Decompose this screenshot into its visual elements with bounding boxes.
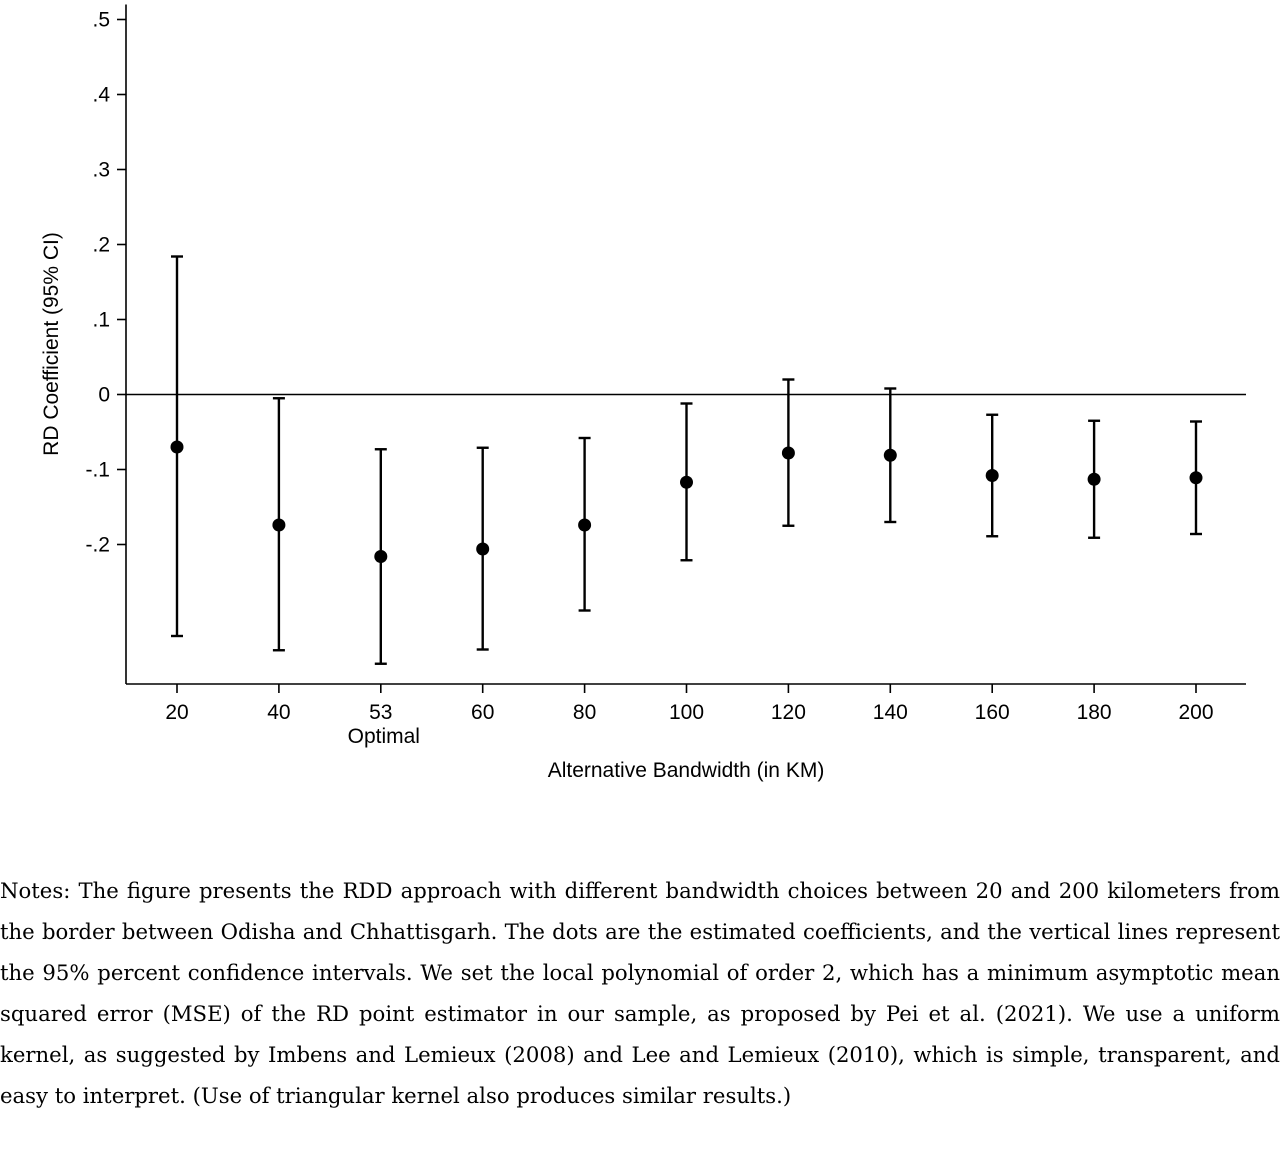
point-estimate [171, 441, 184, 454]
axes [85, 5, 1246, 749]
point-estimate [884, 449, 897, 462]
y-tick-label: 0 [98, 383, 110, 407]
x-tick-label: 100 [668, 701, 705, 724]
x-tick-label: 120 [770, 701, 806, 724]
x-tick-label: 53 [369, 701, 393, 724]
plot-marks [171, 257, 1203, 664]
ci-mark [782, 380, 795, 526]
y-tick-label: .3 [92, 158, 110, 182]
ci-mark [1190, 422, 1203, 535]
ci-mark [680, 404, 693, 561]
ci-mark [986, 415, 999, 537]
x-tick-label: 40 [267, 701, 291, 724]
y-tick-label: -.2 [85, 533, 110, 557]
x-tick-label: 160 [974, 701, 1010, 724]
y-tick-label: .1 [92, 308, 110, 332]
point-estimate [374, 550, 387, 563]
ci-mark [171, 257, 184, 637]
ci-mark [578, 438, 591, 611]
x-tick-label: 80 [572, 701, 597, 724]
y-tick-label: .2 [92, 233, 110, 257]
ci-mark [1088, 421, 1101, 538]
x-axis-title: Alternative Bandwidth (in KM) [547, 759, 825, 782]
point-estimate [680, 476, 693, 489]
y-axis-title: RD Coefficient (95% CI) [40, 232, 63, 456]
ci-mark [374, 449, 387, 664]
y-tick-label: .5 [92, 8, 110, 32]
point-estimate [1190, 471, 1203, 484]
point-estimate [476, 543, 489, 556]
ci-mark [272, 398, 285, 650]
point-estimate [578, 519, 591, 532]
point-estimate [272, 519, 285, 532]
y-tick-label: -.1 [85, 458, 110, 482]
x-tick-label: 200 [1178, 701, 1214, 724]
y-tick-label: .4 [92, 83, 110, 107]
x-tick-sublabel: Optimal [347, 725, 420, 748]
x-tick-label: 60 [471, 701, 495, 724]
ci-mark [884, 389, 897, 523]
x-tick-label: 20 [165, 701, 189, 724]
x-tick-label: 180 [1076, 701, 1112, 724]
x-tick-label: 140 [872, 701, 908, 724]
point-estimate [1088, 473, 1101, 486]
figure-notes: Notes: The figure presents the RDD approach with different bandwidth choices between 20 and 200 kilometers from the border between Odisha and Chhattisgarh. The dots are the estimated coefficients, and the vertical lines represent the 95% percent confidence intervals. We set the local polynomial of order 2, which has a minimum asymptotic mean squared error (MSE) of the RD point estimator in our sample, as proposed by Pei et al. (2021). We use a uniform kernel, as suggested by Imbens and Lemieux (2008) and Lee and Lemieux (2010), which is simple, transparent, and easy to interpret. (Use of triangular kernel also produces similar results.) [0, 878, 1280, 1108]
ci-mark [476, 448, 489, 650]
point-estimate [782, 447, 795, 460]
point-estimate [986, 469, 999, 482]
